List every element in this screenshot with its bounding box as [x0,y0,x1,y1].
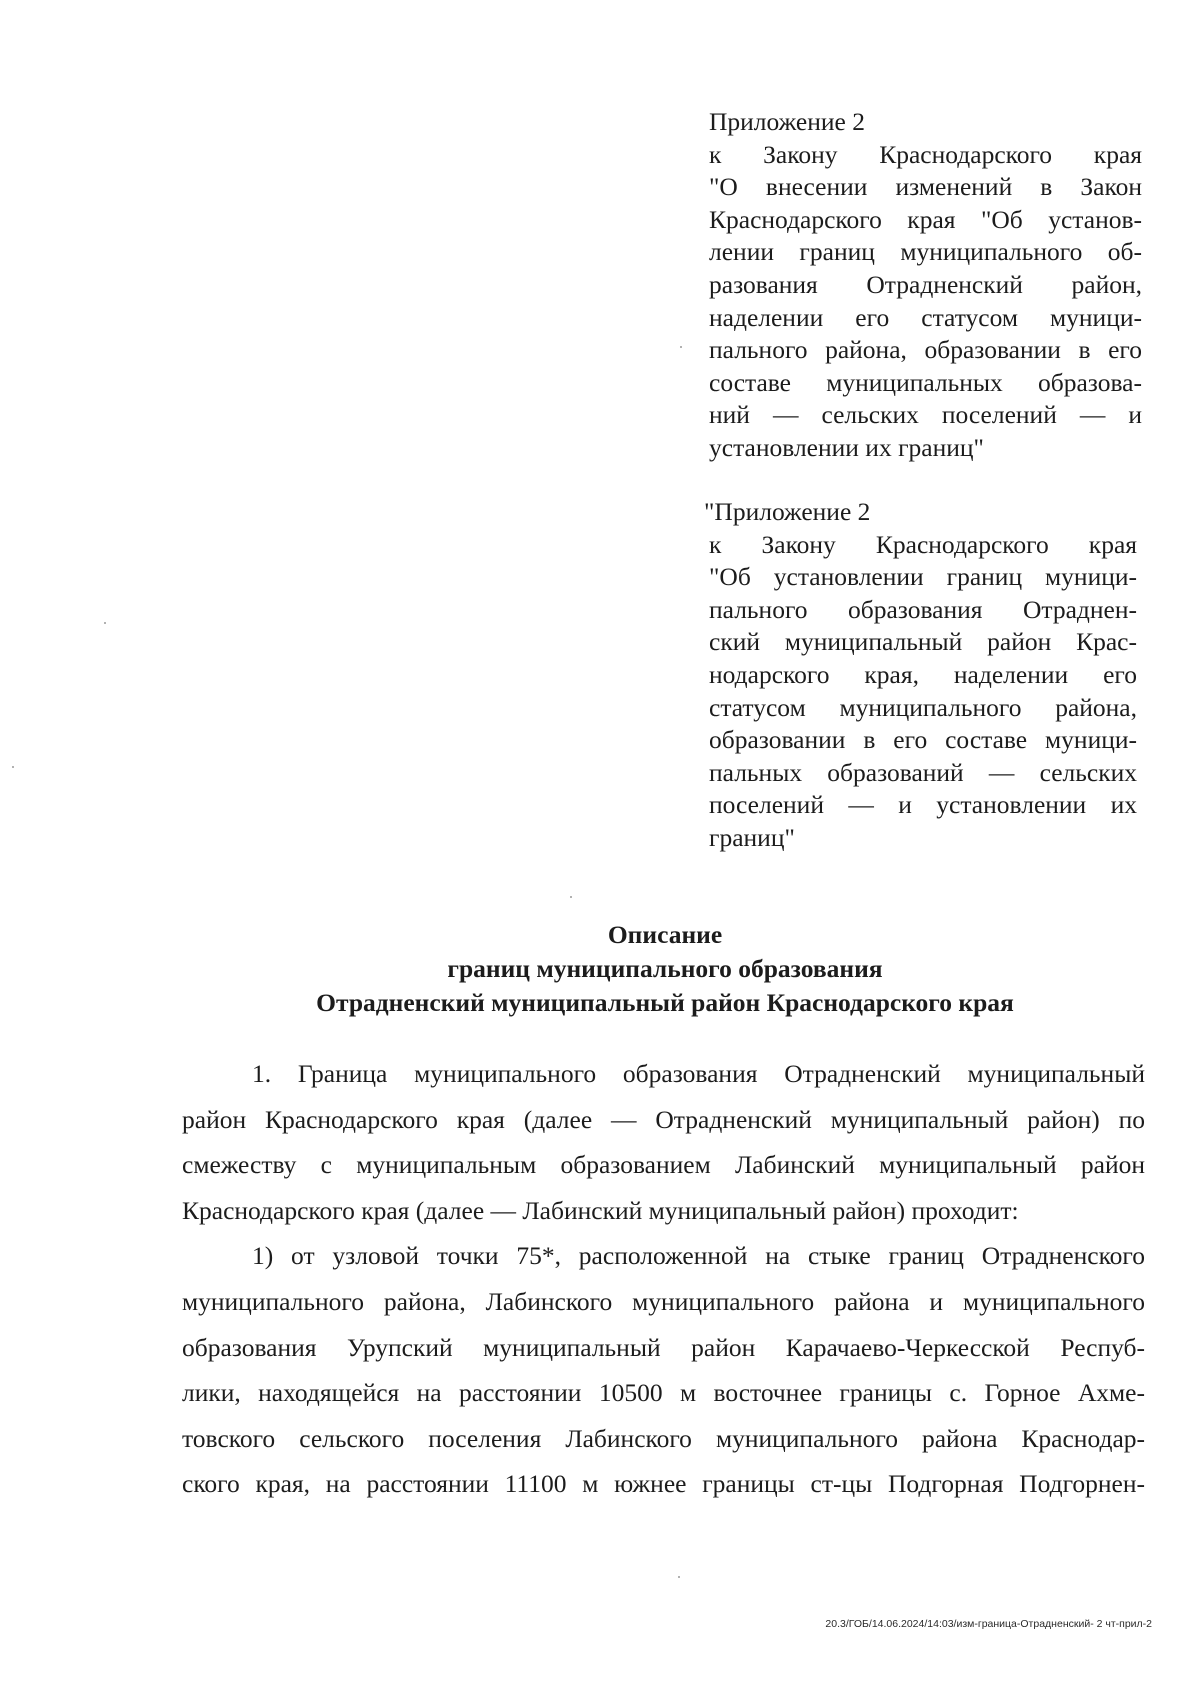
document-title [200,918,1130,1020]
appendix-header-line: Краснодарского края "Об установ- [709,204,1142,234]
appendix-header-line: ний — сельских поселений — и [709,400,1142,430]
appendix-header [709,106,1142,465]
original-appendix-header [704,496,1137,855]
appendix-header-line: наделении его статусом муници- [709,302,1142,332]
paragraph-line: 1) от узловой точки 75*, расположенной на стыке границ Отрадненского [252,1241,1145,1271]
paragraph-line: муниципального района, Лабинского муниципального района и муниципального [182,1286,1145,1316]
original-appendix-header-line: статусом муниципального района, [709,692,1137,722]
scan-speck [570,896,572,898]
appendix-header-line: к Закону Краснодарского края [709,139,1142,169]
original-appendix-header-line: пального образования Отраднен- [709,594,1137,624]
document-title-line: Отрадненский муниципальный район Краснодарского края [316,988,1014,1017]
appendix-header-line: "О внесении изменений в Закон [709,172,1142,202]
scan-speck [104,622,106,624]
appendix-header-line: разования Отрадненский район, [709,269,1142,299]
paragraph-line: образования Урупский муниципальный район Карачаево-Черкесской Респуб- [182,1332,1145,1362]
original-appendix-header-line: ский муниципальный район Крас- [709,627,1137,657]
paragraph-1 [182,1051,1145,1233]
scan-speck [680,346,682,348]
paragraph-line: Краснодарского края (далее — Лабинский муниципальный район) проходит: [182,1195,1019,1225]
paragraph-line: смежеству с муниципальным образованием Лабинский муниципальный район [182,1150,1145,1180]
original-appendix-header-line: нодарского края, наделении его [709,659,1137,689]
document-title-line: границ муниципального образования [447,954,883,983]
paragraph-2 [182,1233,1145,1507]
appendix-header-line: лении границ муниципального об- [709,237,1142,267]
original-appendix-header-line: границ" [709,822,795,852]
document-title-line: Описание [607,920,723,949]
appendix-header-line: установлении их границ" [709,432,984,462]
document-footer-stamp: 20.3/ГОБ/14.06.2024/14:03/изм-граница-Отрадненский- 2 чт-прил-2 [825,1618,1152,1630]
appendix-header-line: Приложение 2 [709,107,865,136]
original-appendix-header-line: к Закону Краснодарского края [709,529,1137,559]
original-appendix-header-line: пальных образований — сельских [709,757,1137,787]
document-body [182,1051,1145,1507]
original-appendix-header-line: "Об установлении границ муници- [709,562,1137,592]
paragraph-line: товского сельского поселения Лабинского муниципального района Краснодар- [182,1423,1145,1453]
appendix-header-line: составе муниципальных образова- [709,367,1142,397]
paragraph-line: ского края, на расстоянии 11100 м южнее границы ст-цы Подгорная Подгорнен- [182,1469,1145,1499]
scan-speck [678,1576,680,1578]
appendix-header-line: пального района, образовании в его [709,335,1142,365]
original-appendix-header-line: "Приложение 2 [704,497,871,526]
scan-speck [12,766,14,768]
paragraph-line: 1. Граница муниципального образования Отрадненский муниципальный [252,1059,1145,1088]
paragraph-line: район Краснодарского края (далее — Отрадненский муниципальный район) по [182,1104,1145,1134]
paragraph-line: лики, находящейся на расстоянии 10500 м восточнее границы с. Горное Ахме- [182,1378,1145,1408]
original-appendix-header-line: поселений — и установлении их [709,790,1137,820]
original-appendix-header-line: образовании в его составе муници- [709,725,1137,755]
